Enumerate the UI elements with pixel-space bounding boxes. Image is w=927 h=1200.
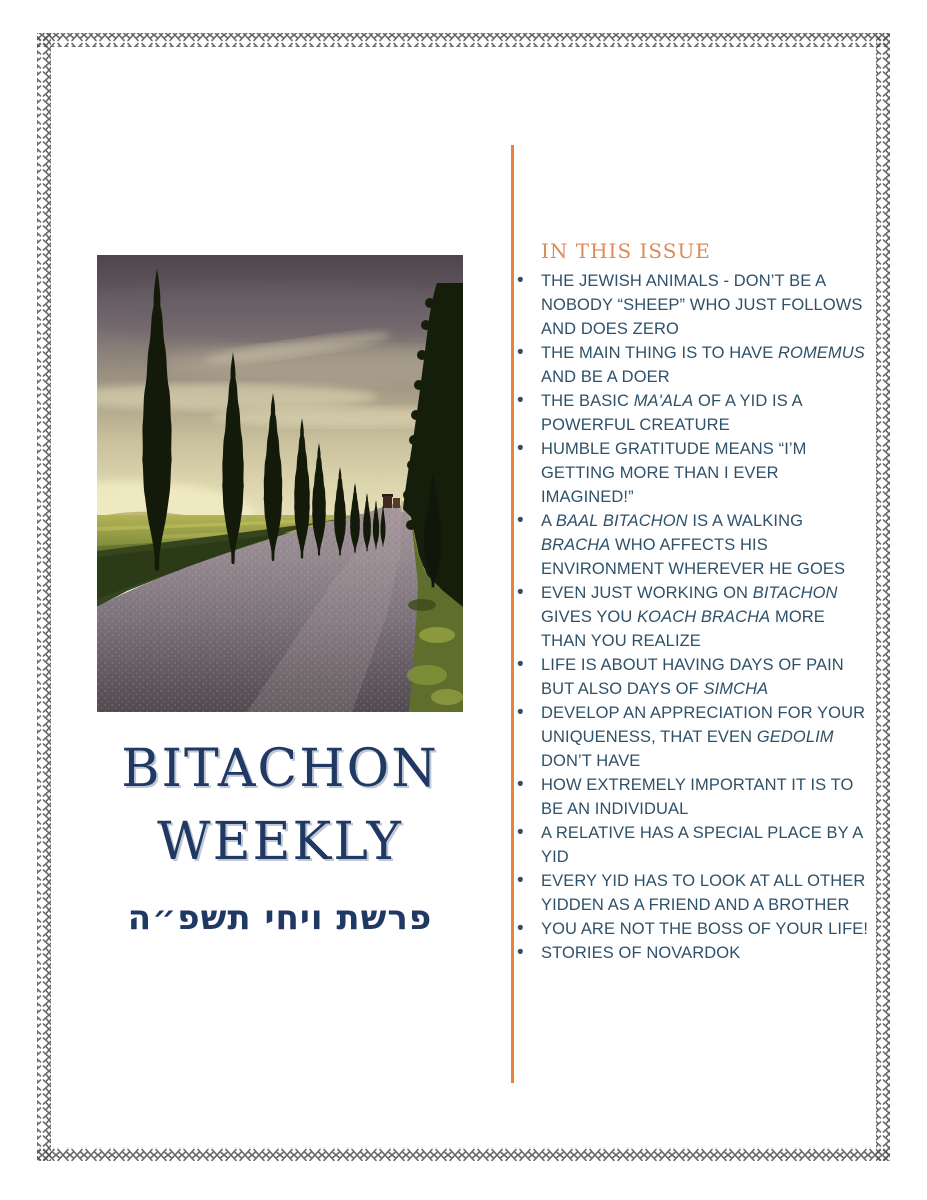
toc-list [514, 269, 872, 965]
toc-item: • DEVELOP AN APPRECIATION FOR YOUR UNIQUENESS, THAT EVEN GEDOLIM DON’T HAVE [514, 701, 872, 773]
newsletter-title [80, 733, 480, 879]
toc-item: • EVEN JUST WORKING ON BITACHON GIVES YOU KOACH BRACHA MORE THAN YOU REALIZE [514, 581, 872, 653]
toc-item: • YOU ARE NOT THE BOSS OF YOUR LIFE! [514, 917, 872, 941]
toc-item: • THE BASIC MA'ALA OF A YID IS A POWERFUL CREATURE [514, 389, 872, 437]
parsha-subtitle: פרשת ויחי תשפ״ה [127, 898, 433, 938]
toc-item: • STORIES OF NOVARDOK [514, 941, 872, 965]
toc-item: • THE MAIN THING IS TO HAVE ROMEMUS AND BE A DOER [514, 341, 872, 389]
masthead [80, 733, 480, 879]
toc-item: • HOW EXTREMELY IMPORTANT IT IS TO BE AN INDIVIDUAL [514, 773, 872, 821]
toc-item: • THE JEWISH ANIMALS - DON’T BE A NOBODY “SHEEP” WHO JUST FOLLOWS AND DOES ZERO [514, 269, 872, 341]
title-line-1: BITACHON [121, 739, 439, 799]
cover-photo [97, 255, 463, 712]
toc-item: • LIFE IS ABOUT HAVING DAYS OF PAIN BUT ALSO DAYS OF SIMCHA [514, 653, 872, 701]
title-line-2: WEEKLY [157, 812, 403, 872]
toc-heading: IN THIS ISSUE [541, 239, 711, 263]
in-this-issue [514, 240, 872, 965]
toc-item: • HUMBLE GRATITUDE MEANS “I’M GETTING MORE THAN I EVER IMAGINED!” [514, 437, 872, 509]
toc-item: • EVERY YID HAS TO LOOK AT ALL OTHER YIDDEN AS A FRIEND AND A BROTHER [514, 869, 872, 917]
toc-item: • A RELATIVE HAS A SPECIAL PLACE BY A YID [514, 821, 872, 869]
toc-item: • A BAAL BITACHON IS A WALKING BRACHA WHO AFFECTS HIS ENVIRONMENT WHEREVER HE GOES [514, 509, 872, 581]
